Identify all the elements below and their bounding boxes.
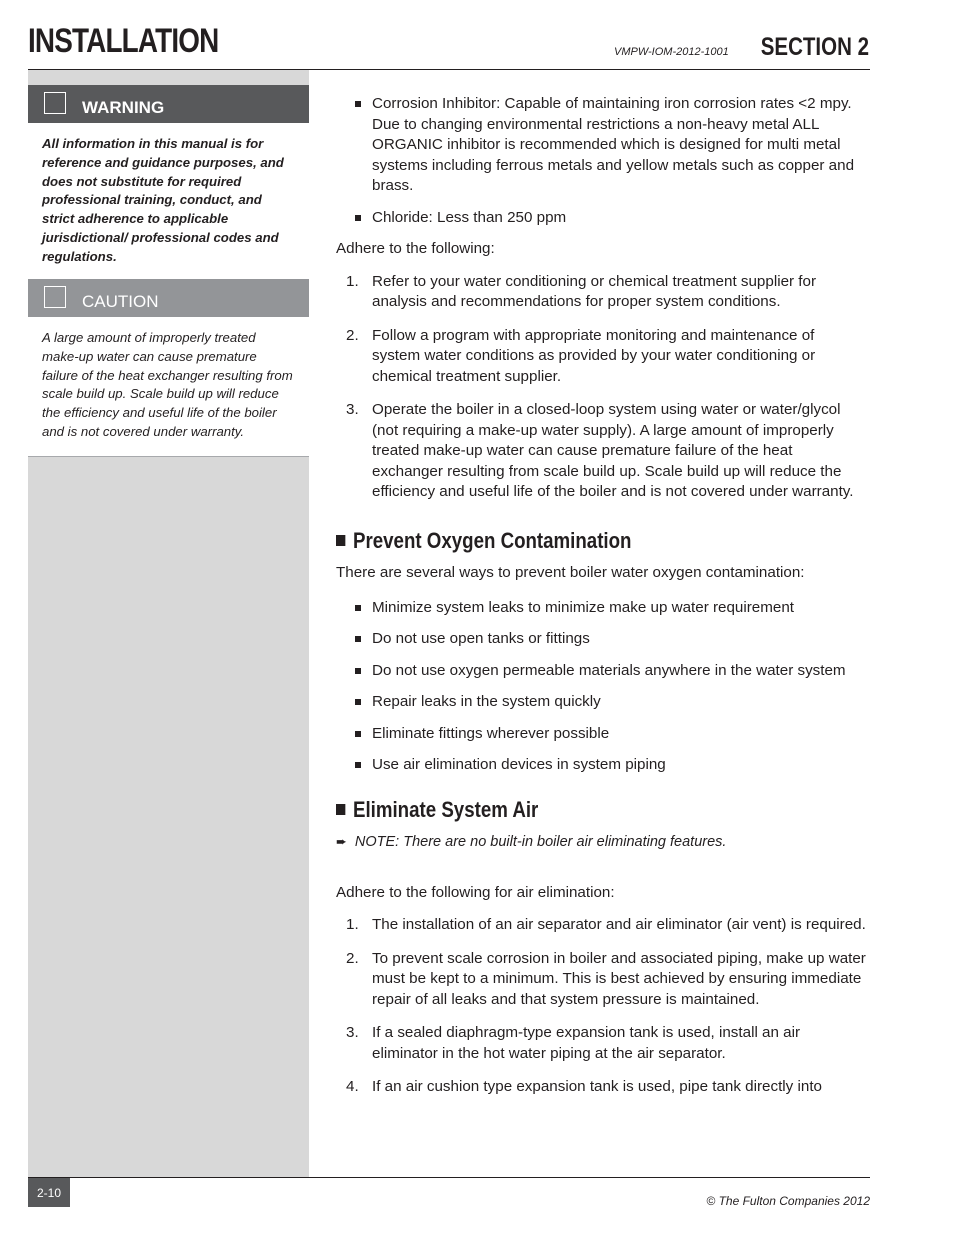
checkbox-square-icon	[44, 286, 66, 308]
list-item: Repair leaks in the system quickly	[336, 692, 866, 713]
caution-header	[28, 279, 309, 317]
step-text: If a sealed diaphragm-type expansion tank is used, install an air eliminator in the hot water piping at the air separator.	[372, 1024, 801, 1062]
list-item: Do not use open tanks or fittings	[336, 629, 866, 650]
air-heading-text: Eliminate System Air	[353, 796, 539, 822]
air-note	[336, 832, 866, 853]
air-heading	[336, 796, 787, 822]
step-text: Follow a program with appropriate monitoring and maintenance of system water conditions as provided by your water conditioning or chemical treatment supplier.	[372, 326, 816, 385]
list-item: Chloride: Less than 250 ppm	[336, 208, 866, 229]
list-item: Eliminate fittings wherever possible	[336, 724, 866, 745]
page-number: 2-10	[28, 1178, 70, 1207]
step-number: 1.	[346, 916, 359, 933]
warning-label: WARNING	[82, 98, 165, 117]
oxygen-list	[336, 598, 866, 776]
list-item	[336, 915, 866, 936]
list-item	[336, 949, 866, 1011]
list-item: Use air elimination devices in system piping	[336, 755, 866, 776]
main-content	[336, 94, 866, 1111]
list-item	[336, 1077, 866, 1098]
list-item: Do not use oxygen permeable materials anywhere in the water system	[336, 661, 866, 682]
air-steps	[336, 915, 866, 1098]
square-bullet-icon	[336, 535, 345, 546]
copyright: © The Fulton Companies 2012	[706, 1194, 870, 1208]
caution-label: CAUTION	[82, 292, 159, 311]
checkbox-square-icon	[44, 92, 66, 114]
list-item: Minimize system leaks to minimize make up water requirement	[336, 598, 866, 619]
step-number: 2.	[346, 949, 359, 967]
step-number: 4.	[346, 1078, 359, 1095]
warning-header	[28, 85, 309, 123]
sidebar	[28, 70, 309, 1177]
step-text: If an air cushion type expansion tank is used, pipe tank directly into	[372, 1078, 822, 1095]
warning-text: All information in this manual is for reference and guidance purposes, and does not substitute for required professional training, conduct, and strict adherence to applicable jurisdictional/ professional codes and regulations.	[42, 136, 284, 264]
step-text: The installation of an air separator and air eliminator (air vent) is required.	[372, 916, 866, 933]
document-id: VMPW-IOM-2012-1001	[614, 46, 729, 58]
step-number: 3.	[346, 401, 359, 418]
step-number: 3.	[346, 1024, 359, 1041]
air-intro: Adhere to the following for air elimination:	[336, 883, 615, 901]
water-spec-list	[336, 94, 866, 228]
step-number: 2.	[346, 326, 359, 344]
adhere-intro: Adhere to the following:	[336, 240, 495, 257]
step-text: Operate the boiler in a closed-loop system using water or water/glycol (not requiring a make-up water supply). A large amount of improperly treated make-up water can cause premature failure of the heat exchanger resulting from scale build up. Scale build up will reduce the efficiency and useful life of the boiler and is not covered under warranty.	[372, 401, 854, 500]
caution-text: A large amount of improperly treated make-up water can cause premature failure of the heat exchanger resulting from scale build up. Scale build up will reduce the efficiency and useful life of the boiler and is not covered under warranty.	[42, 330, 293, 439]
square-bullet-icon	[336, 804, 345, 815]
warning-box	[28, 85, 309, 283]
caution-divider	[28, 456, 309, 457]
step-text: To prevent scale corrosion in boiler and associated piping, make up water must be kept to a minimum. This is best achieved by ensuring immediate repair of all leaks and that system pressure is maintained.	[372, 949, 866, 1008]
oxygen-heading-text: Prevent Oxygen Contamination	[353, 527, 632, 553]
list-item	[336, 400, 866, 503]
step-text: Refer to your water conditioning or chemical treatment supplier for analysis and recommendations for proper system conditions.	[372, 272, 817, 310]
list-item	[336, 272, 866, 313]
oxygen-heading	[336, 527, 787, 553]
list-item	[336, 1023, 866, 1064]
list-item	[336, 326, 866, 388]
pointing-hand-icon: ➨	[336, 834, 347, 849]
page-title: INSTALLATION	[28, 22, 219, 60]
step-number: 1.	[346, 272, 359, 290]
list-item: Corrosion Inhibitor: Capable of maintaining iron corrosion rates <2 mpy. Due to changing environmental restrictions a non-heavy metal ALL ORGANIC inhibitor is recommended which is designed for multi metal systems including ferrous metals and yellow metals such as copper and brass.	[336, 94, 866, 197]
footer-divider	[28, 1177, 870, 1178]
section-label: SECTION 2	[760, 33, 869, 61]
air-note-text: NOTE: There are no built-in boiler air eliminating features.	[354, 834, 727, 850]
oxygen-intro: There are several ways to prevent boiler water oxygen contamination:	[336, 564, 805, 581]
caution-box	[28, 279, 309, 457]
adhere-steps	[336, 272, 866, 503]
